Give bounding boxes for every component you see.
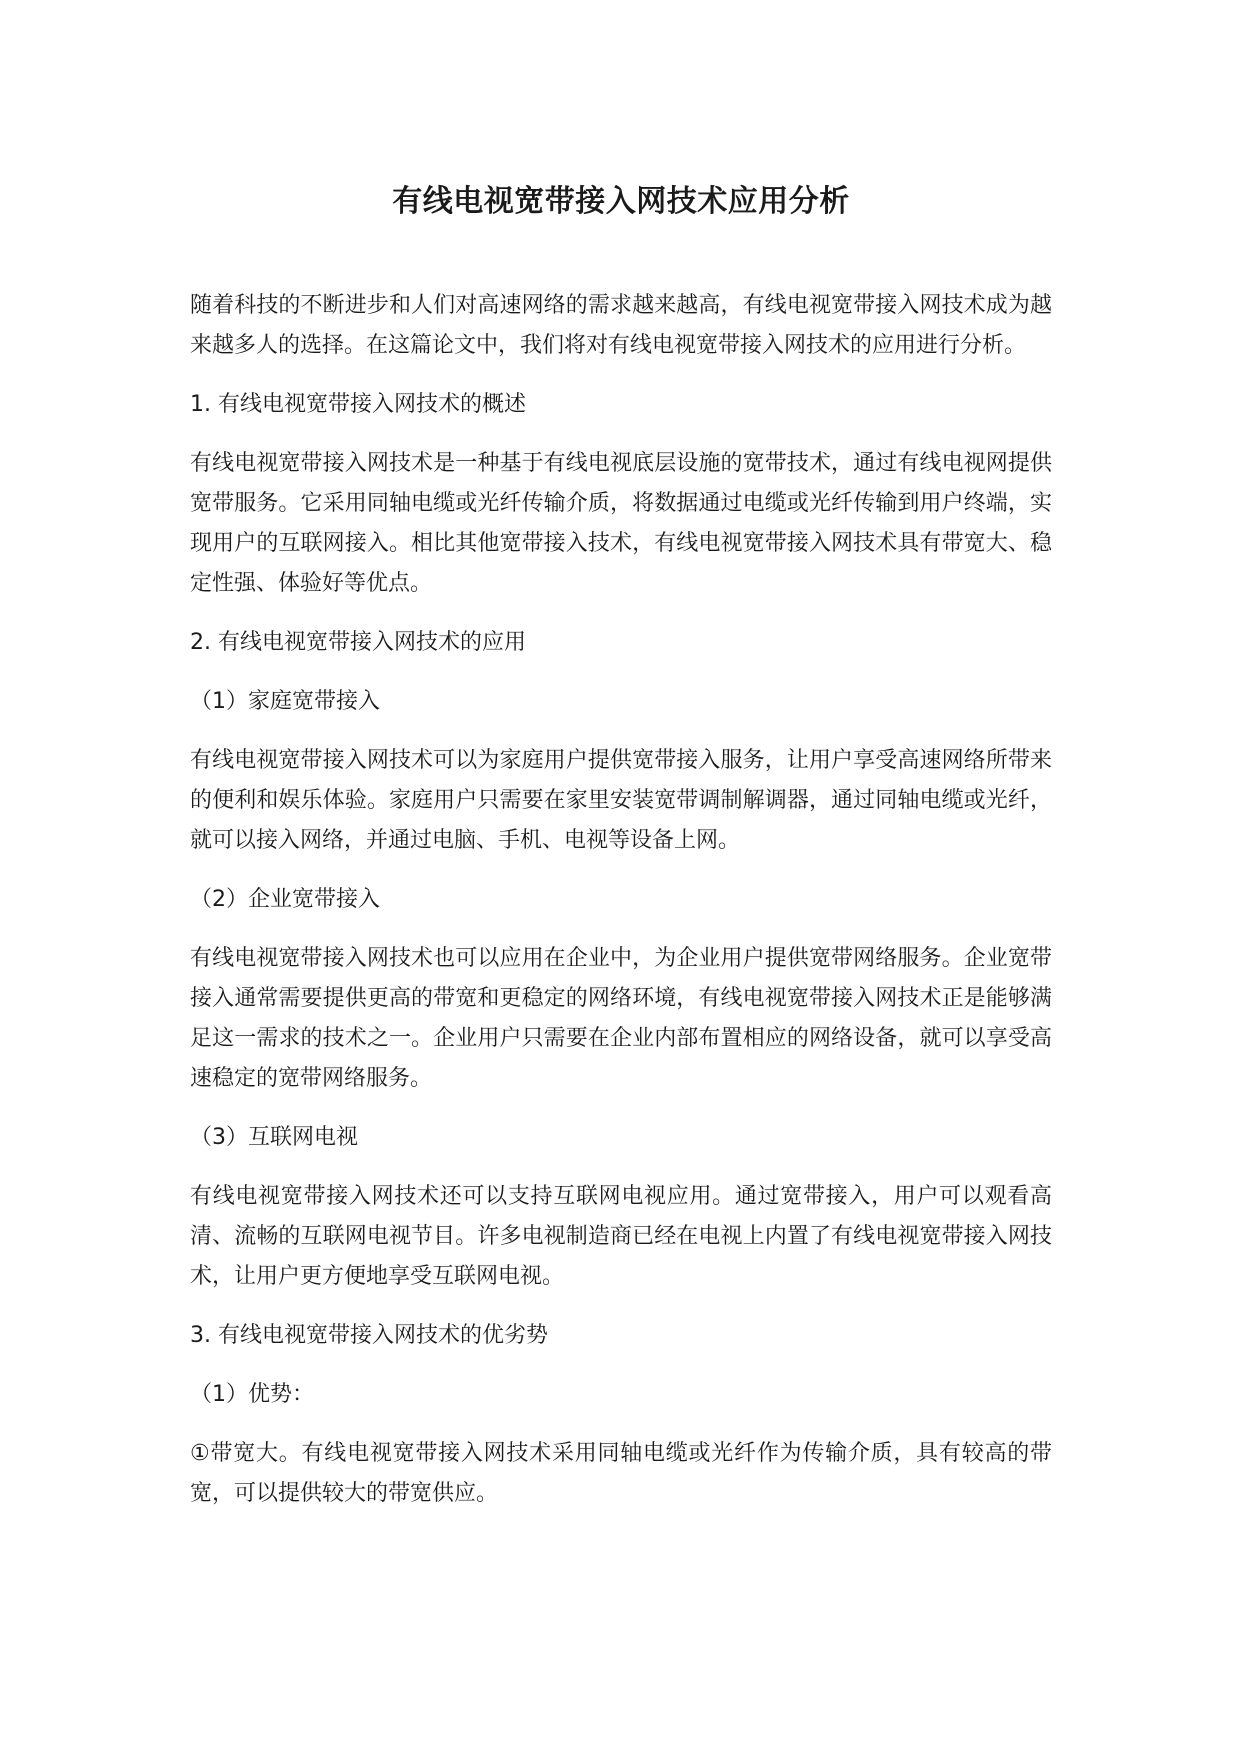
section-3-1-item-1: ①带宽大。有线电视宽带接入网技术采用同轴电缆或光纤作为传输介质，具有较高的带宽，可以提供较大的带宽供应。 bbox=[190, 1441, 1052, 1506]
section-2-2-body: 有线电视宽带接入网技术也可以应用在企业中，为企业用户提供宽带网络服务。企业宽带接入通常需要提供更高的带宽和更稳定的网络环境，有线电视宽带接入网技术正是能够满足这一需求的技术之一。企业用户只需要在企业内部布置相应的网络设备，就可以享受高速稳定的宽带网络服务。 bbox=[190, 946, 1052, 1091]
section-3-1-heading: （1）优势： bbox=[190, 1382, 314, 1407]
document-page bbox=[190, 150, 1052, 1533]
section-2-2-heading: （2）企业宽带接入 bbox=[190, 887, 380, 912]
section-3-heading: 3. 有线电视宽带接入网技术的优劣势 bbox=[190, 1323, 548, 1348]
section-2-3-body: 有线电视宽带接入网技术还可以支持互联网电视应用。通过宽带接入，用户可以观看高清、流畅的互联网电视节目。许多电视制造商已经在电视上内置了有线电视宽带接入网技术，让用户更方便地享受互联网电视。 bbox=[190, 1184, 1052, 1289]
section-2-1-heading: （1）家庭宽带接入 bbox=[190, 689, 380, 714]
document-title: 有线电视宽带接入网技术应用分析 bbox=[392, 184, 850, 219]
section-1-heading: 1. 有线电视宽带接入网技术的概述 bbox=[190, 392, 526, 417]
section-1-body: 有线电视宽带接入网技术是一种基于有线电视底层设施的宽带技术，通过有线电视网提供宽带服务。它采用同轴电缆或光纤传输介质，将数据通过电缆或光纤传输到用户终端，实现用户的互联网接入。相比其他宽带接入技术，有线电视宽带接入网技术具有带宽大、稳定性强、体验好等优点。 bbox=[190, 451, 1052, 596]
section-2-3-heading: （3）互联网电视 bbox=[190, 1125, 358, 1150]
section-2-1-body: 有线电视宽带接入网技术可以为家庭用户提供宽带接入服务，让用户享受高速网络所带来的便利和娱乐体验。家庭用户只需要在家里安装宽带调制解调器，通过同轴电缆或光纤，就可以接入网络，并通过电脑、手机、电视等设备上网。 bbox=[190, 748, 1052, 853]
intro-paragraph: 随着科技的不断进步和人们对高速网络的需求越来越高，有线电视宽带接入网技术成为越来越多人的选择。在这篇论文中，我们将对有线电视宽带接入网技术的应用进行分析。 bbox=[190, 293, 1052, 358]
section-2-heading: 2. 有线电视宽带接入网技术的应用 bbox=[190, 630, 526, 655]
